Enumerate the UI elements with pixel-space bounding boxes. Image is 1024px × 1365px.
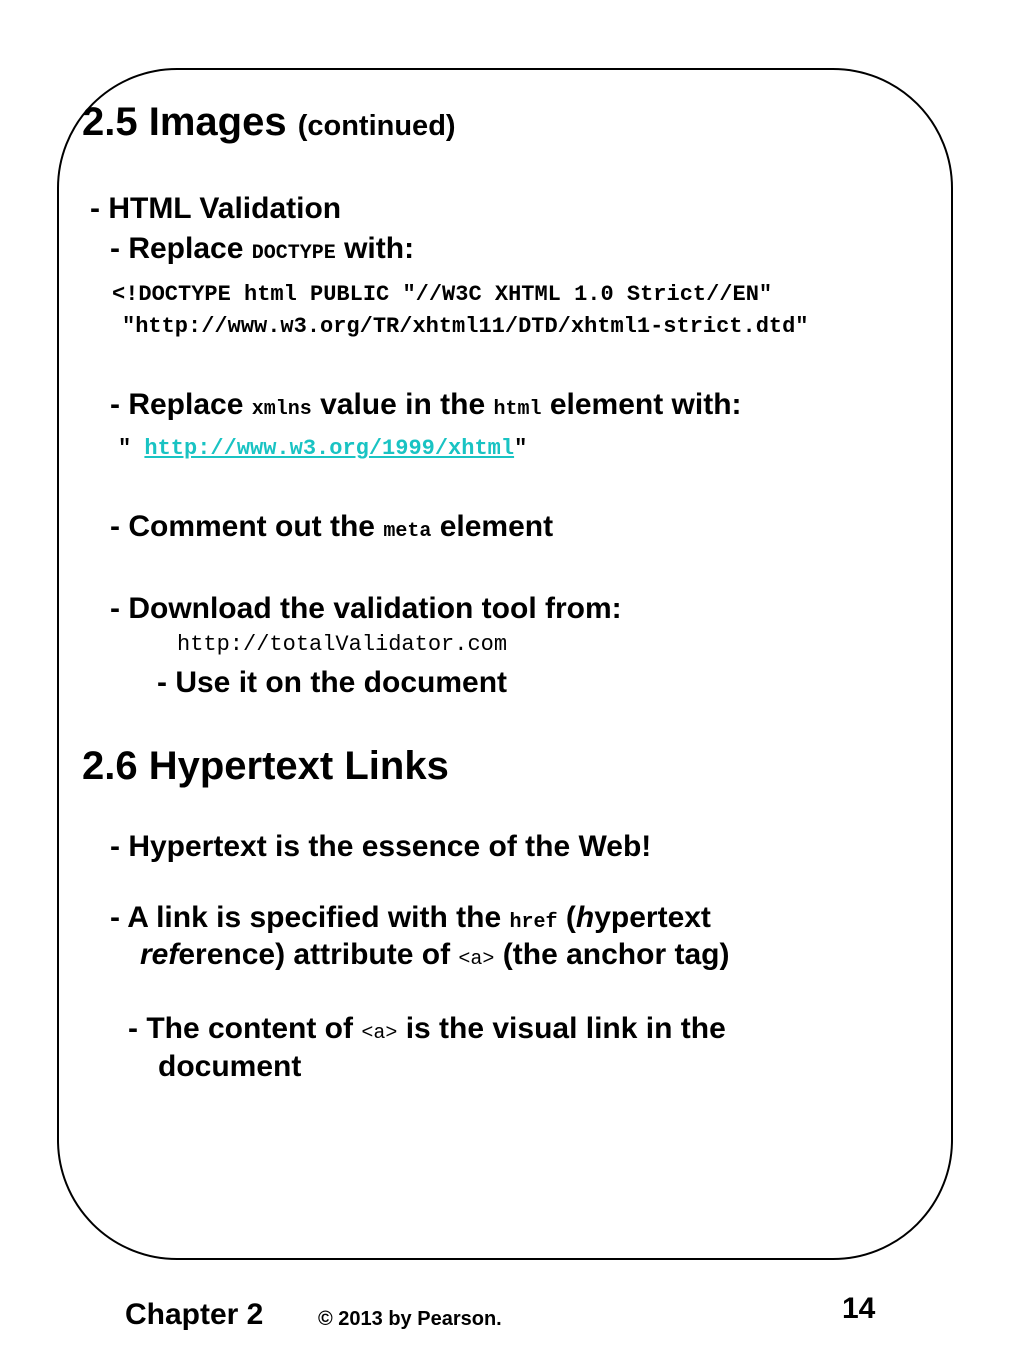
replace-xmlns-suffix: element with:	[549, 388, 742, 421]
html-code: html	[493, 398, 542, 421]
replace-doctype-line	[110, 232, 414, 266]
replace-xmlns-line	[110, 388, 742, 422]
continued-label: (continued)	[297, 110, 456, 142]
doctype-line-2: ″http://www.w3.org/TR/xhtml11/DTD/xhtml1-strict.dtd″	[122, 314, 809, 339]
doctype-code: DOCTYPE	[251, 242, 336, 265]
content-prefix: - The content of	[128, 1012, 353, 1045]
replace-doctype-prefix: - Replace	[110, 232, 244, 265]
h-italic: h	[575, 901, 595, 934]
xmlns-value-line	[118, 436, 527, 461]
href-code: href	[509, 911, 558, 934]
content-line-2: document	[158, 1050, 302, 1083]
link-spec-suffix: (the anchor tag)	[502, 938, 730, 971]
doctype-line-1: <!DOCTYPE html PUBLIC ″//W3C XHTML 1.0 Strict//EN″	[112, 282, 773, 307]
download-line: - Download the validation tool from:	[110, 592, 622, 625]
ypertext-text: ypertext	[594, 901, 711, 934]
section2-title: 2.6 Hypertext Links	[82, 744, 449, 788]
footer-copyright: © 2013 by Pearson.	[318, 1308, 502, 1330]
content-anchor-code: <a>	[361, 1022, 398, 1045]
close-quote: ″	[514, 436, 528, 461]
validation-heading: - HTML Validation	[90, 192, 342, 225]
replace-doctype-suffix: with:	[344, 232, 415, 265]
ref-italic: ref	[140, 938, 179, 971]
replace-xmlns-mid: value in the	[320, 388, 486, 421]
xhtml-namespace-link[interactable]: http://www.w3.org/1999/xhtml	[144, 436, 515, 461]
section-title	[82, 100, 456, 145]
link-spec-line-1	[110, 901, 711, 935]
section-title-text: 2.5 Images	[82, 100, 287, 144]
comment-meta-prefix: - Comment out the	[110, 510, 375, 543]
link-spec-prefix: - A link is specified with the	[110, 901, 502, 934]
essence-line: - Hypertext is the essence of the Web!	[110, 830, 652, 863]
content-suffix: is the visual link in the	[405, 1012, 726, 1045]
xmlns-code: xmlns	[251, 398, 312, 421]
footer-chapter: Chapter 2	[125, 1298, 264, 1331]
content-line-1	[128, 1012, 726, 1046]
validator-url: http://totalValidator.com	[177, 632, 508, 657]
meta-code: meta	[383, 520, 432, 543]
open-quote: ″	[118, 436, 132, 461]
use-it-line: - Use it on the document	[157, 666, 508, 699]
paren-open: (	[565, 901, 576, 934]
link-spec-line-2	[140, 938, 729, 972]
comment-meta-suffix: element	[439, 510, 554, 543]
anchor-tag-code: <a>	[458, 948, 495, 971]
erence-text: erence) attribute of	[178, 938, 451, 971]
comment-meta-line	[110, 510, 553, 544]
page-number: 14	[842, 1292, 876, 1325]
replace-xmlns-prefix: - Replace	[110, 388, 244, 421]
